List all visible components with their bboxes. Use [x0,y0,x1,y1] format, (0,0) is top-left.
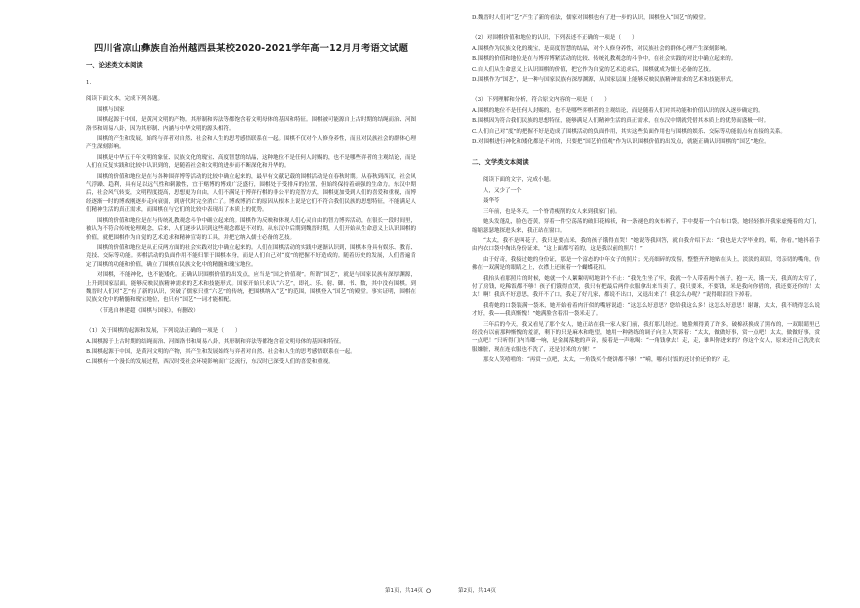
article-paragraph: 围棋起源于中国，是黄河文明的产物。其形制和弈法等都饱含着文明母体的基因和特征。围棋被可能源自上古时期的结绳而治、河图洛书和周易八卦，因为其形制、内涵与中华文明的源头相符。 [86,117,417,132]
story-paragraph: 三年前，也是冬天，一个脊背瘦削的女人来到我家门前。 [483,208,621,215]
article-paragraph: 围棋是中华五千年文明的象征、民族文化的瑰宝、高度智慧的结晶，这种地位不是任何人封赐的，也不是哪些弈者的主观结论，而是人们在反复实践和比较中认识到的，是随着社会和文明的进步而不断深化和升华的。 [86,154,417,170]
page-number-right: 第2页，共14页 [458,588,496,594]
section-heading-literary: 二、文学类文本阅读 [472,159,529,167]
story-paragraph: 我抬头看那照片的时候，她就一个人絮絮叨叨地讲个不止：“我先生坐了牢，我就一个人带着两个孩子，抱一天，饿一天，我真的太穷了，付了房钱，吃稀饭都不够！孩子们饿得直哭，我只有把最后两件衣服拿出来当卖了，我只要米，不要钱，米是我向你借的，我还要还你的！太太！啊！我真不好意思，我开不了口，我走了好几家，都说不出口，又退出来了！我怎么办呢？”说得眼泪往下掉着。 [472,275,820,299]
story-author: 聂华苓 [483,198,500,205]
answer-option: A.围棋源于上古时期的结绳而治、河图洛书和周易八卦，其形制和弈法等都饱含着文明母体的基因和特征。 [86,338,345,345]
article-paragraph: 围棋的价值和地位是在与各种围弈博等活动的比较中确立起来的，最早有文献记载的围棋活动是在春秋时期。从春秋到西汉，社会风气浮躁、趋利，具有足以远气性和刺激性，宜于赌博的博戏广泛盛行，围棋处于受排斥的位置，但始终保持着顽强的生命力。东汉中期后，社会风气转变，文明程度提高，思想更为自由，人们不满足于博弈行棋的非公平的竞智方式，围棋更加受到人们的喜爱和重视，而博经逐渐一时的博戏刚逐步走向衰弱，到唐代时完全消亡了。博戏博消亡的原因从根本上说是它们不符合我们民族的思想特征，不能满足人们精神生活的真正需求，而围棋在与它们的比较中表现出了本质上的优势。 [86,173,417,214]
reading-instruction: 阅读下面文本，完成下列各题。 [86,96,164,103]
right-page [430,0,860,608]
center-marker: O [426,587,432,595]
question-1-options [86,338,416,367]
story-paragraph: 那女人笑嘻嘻的：“再赏一点吧，太太，一角钱买个烧饼都不够！”“嗬，哪有讨饭的还讨价还价的？走， [483,357,734,364]
story-paragraph: 她头发蓬乱，脸色苍黄，穿着一件空荡荡的破旧花棉袄，和一条褪色的灰布裤子，手中提着一个白布口袋，她轻轻推开我家虚掩着的大门，缩缩瑟瑟地探进头来，我正站在窗口。 [472,219,820,234]
article-paragraph: 围棋的产生和发展，始终与弈者对自然、社会和人生的思考感悟联系在一起。围棋不仅对个人修身养性，而且对民族社会的群体心理产生深刻影响。 [86,136,417,151]
answer-option: A.围棋的地位不是任何人封赐的，也不是哪些弈棋者的主观结论，而是随着人们对其功能和价值认识的深入逐步确定的。 [472,107,764,114]
answer-option: B.围棋起源于中国，是黄河文明的产物，其产生和发展始终与弈者对自然、社会和人生的思考感悟联系在一起。 [86,348,356,355]
question-number: 1. [86,80,92,86]
article-title: 围棋与国家 [97,106,125,113]
article-paragraph: 围棋的价值和地位是从正反两方面的社会实践对比中确立起来的。人们在围棋活动的实践中逐渐认识到，围棋本身具有娱乐、教育、竞技、交际等功能。弈棋活动的负面作用不能归罪于围棋本身，而是人们自己对“度”的把握不好造成的。随着历史的发展，人们普遍肯定了围棋的功能和价值，确立了围棋在民族文化中的精髓和瑰宝地位。 [86,244,417,268]
answer-option: C.围棋有一个漫长的发展过程，西汉时受社会环境影响而广泛流行，东汉时已深受人们的喜爱和重视。 [86,359,334,366]
article-source: （节选自林建超《围棋与国家》，有删改） [97,307,199,314]
story-title: 人，又少了一个 [483,187,522,194]
story-paragraph: 由于好奇，我接过她的身份证，那是一个富态的中年女子的照片；光亮细碎的发髻，整整齐齐地贴在头上，淡淡的双眉，弯亲切的嘴角，仿佛在一双满是的眼睛之上，衣襟上还嵌着一个蝴蝶花扣。 [472,256,820,272]
article-paragraph: 围棋的价值和地位是在与传统礼教观念斗争中确立起来的。围棋作为反映和体现人们心灵自由的智力博弈活动，在很长一段时间里，被认为不符合传统伦理观念，后来，人们逐步认识到这些观念都是不对的。从东汉中后期到魏晋时期，人们开始从生命意义上认识围棋的价值，就把围棋作为自觉的艺术追求和精神宣寄的工具，并把它纳入儒士必备的艺技。 [86,217,417,241]
story-paragraph: 我将她的口袋装满一袋米，她开始看着肉汗似的嘴唇说道：“这怎么好意思？您给我这么多！这怎么好意思！谢谢，太太，我不晓得怎么说才好，我——我真惭愧！”她满脸含着泪一袋米走了。 [472,302,820,318]
page-number-left: 第1页，共14页 [385,588,423,594]
answer-option: B.围棋的价值和地位是在与博弈博紧活动的比较、传统礼教观念的斗争中，在社会实践的对比中确立起来的。 [472,56,737,63]
question-1-stem: （1）关于围棋的起源和发展，下列说法正确的一项是（ ） [86,328,241,335]
question-3-stem: （3）下列理解和分析，符合原文内容的一项是（ ） [472,97,610,104]
answer-option: B.围棋因为符合我们民族的思想特征，能够满足人们精神生活的真正需求，在东汉中期就凭借其本质上的优势而盛极一时。 [472,118,770,125]
story-body [472,208,820,365]
article-body [86,116,416,305]
answer-option: D.围棋作为“国艺”，是一种与国家民族有深厚渊源，从国家层面上能够反映民族精神需求的艺术和技能形式。 [472,77,737,84]
document-title: 四川省凉山彝族自治州越西县某校2020-2021学年高一12月月考语文试题 [94,43,408,54]
answer-option: A.围棋作为民族文化的瑰宝，是高度智慧的结晶，对个人修身养性，对民族社会的群体心理产生深刻影响。 [472,45,731,52]
literary-instruction: 阅读下面的文字，完成小题。 [483,177,555,184]
answer-option: C.自人们从生命意义上认识围棋的价值，把它作为自觉的艺术追求后，围棋就成为儒士必备的艺技。 [472,66,715,73]
question-2-options [472,45,820,85]
article-paragraph: 对围棋，不能神化，也不能矮化。正确认识围棋价值的出发点，应当是“国之价值观”。所谓“国艺”，就是与国家民族有深厚渊源，上升到国家层面，能够反映民族精神需求的艺术和技能形式。国家开始只求认“六艺”，即礼、乐、射、御、书、数，其中没有围棋。到魏晋时人们对“艺”有了新的认识，突破了儒家只重“六艺”的传统，把围棋纳入“艺”的范围，围棋登入“国艺”的殿堂。事实证明，围棋在民族文化中的精髓和瑰宝地位，也只有“国艺”一词才能相配。 [86,272,416,304]
answer-option: D.对围棋进行神化和矮化都是不对的，只要把“国艺价值观”作为认识围棋价值的出发点，就能正确认识围棋的“国艺”地位。 [472,139,770,146]
question-3-options [472,107,820,147]
question-1-option-d: D.魏晋时人们对“艺”产生了新的看法，儒家对围棋也有了进一步的认识，围棋登入“国艺”的殿堂。 [472,15,710,21]
question-2-stem: （2）对围棋价值和地位的认识，下列表述不正确的一项是（ ） [472,35,638,42]
story-paragraph: 三年后的今天，我又看见了那个女人，她正站在我一家人家门前，我打那儿经过。她脸颊得黄了许多，破棉袄换成了黑布的，一双眼睛里已经没有以前那种惭愧的羞涩，剩下的只是麻木和绝望，她用一种熟练的调子向主人哭诉着：“太太，做做好事，赏一点吧！太太，做做好事，赏一点吧！”只听得门内当啷一响，是金属落地的声音，接着是一声吆喝：“一角钱拿去！走，走，谁叫你进来的？你这个女人，原来还自己洗洗衣服嫌脏，现在连衣服也不洗了，还是讨米的方便！” [472,321,820,353]
section-heading-essay: 一、论述类文本阅读 [86,62,143,69]
answer-option: C.人们自己对“度”的把握不好是造成了围棋活动的负面作用，其实这些负面作用也与围棋的娱乐、交际等功能弱点有直接的关系。 [472,128,786,135]
story-paragraph: “太太，我不是叫花子，我只是要点米，我的孩子饿得直哭！”她说等我回答，就自我介绍下去：“我也是大学毕业的，喏，你看。”她抖着手由内衣口袋中掏出身份证来，“这上面都写着的，这是我以前的照片！” [472,237,820,253]
